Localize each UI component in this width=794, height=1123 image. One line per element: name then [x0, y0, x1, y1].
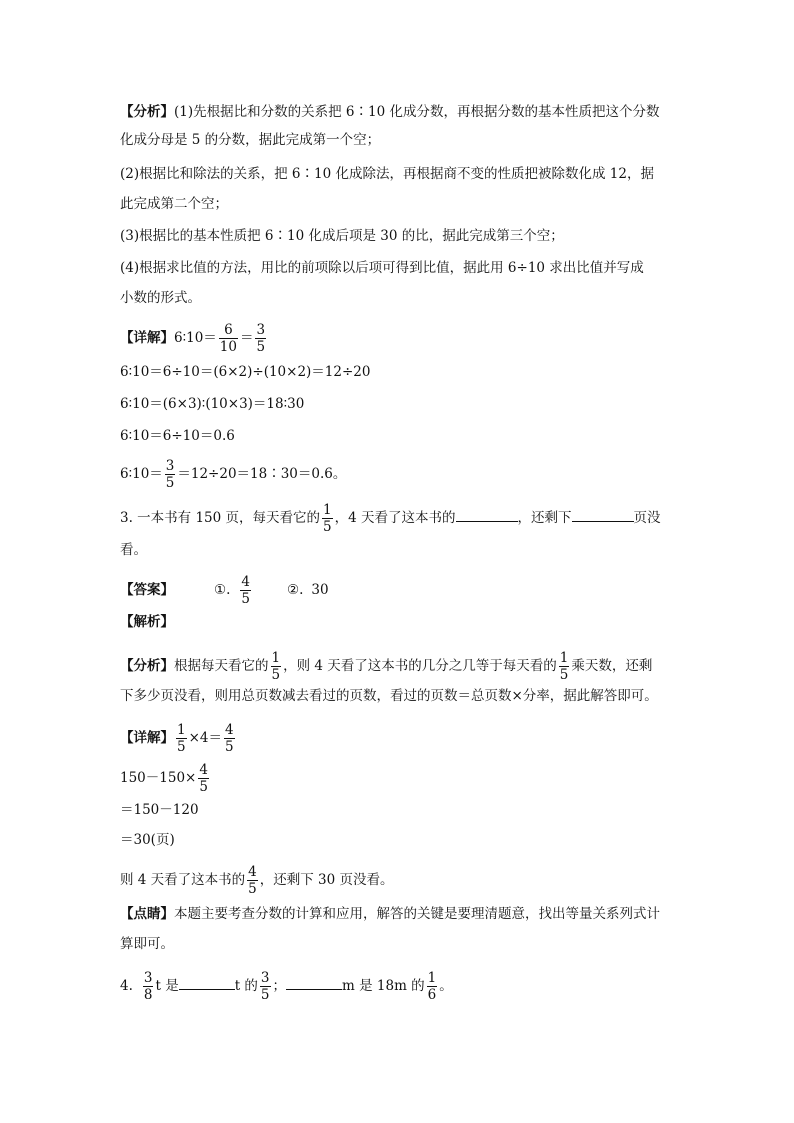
detail-text: ，还剩下 30 页没看。 — [259, 872, 394, 888]
question-text: 页没 — [633, 510, 661, 526]
dianjing-label: 【点睛】 — [120, 906, 174, 922]
fraction: $\frac{4}{5}$ — [225, 722, 234, 755]
analysis-line-2: 化成分母是 5 的分数，据此完成第一个空； — [120, 132, 381, 148]
question-3-line-1 — [120, 502, 661, 535]
fraction: $\frac{1}{6}$ — [427, 970, 437, 1003]
fraction: $\frac{3}{5}$ — [256, 322, 266, 355]
question-text: t 的 — [234, 978, 258, 994]
q3-detail-line-5 — [120, 864, 394, 897]
analysis-line-4: 此完成第二个空； — [120, 196, 228, 212]
fraction: $\frac{1}{5}$ — [559, 650, 569, 683]
q3-detail-line-1 — [120, 722, 237, 755]
analysis-text: 根据每天看它的 — [174, 658, 269, 674]
fraction: $\frac{4}{5}$ — [199, 762, 208, 795]
analysis-label: 【分析】 — [120, 104, 174, 120]
section-label: 【解析】 — [120, 614, 174, 630]
fraction: $\frac{1}{5}$ — [271, 650, 281, 683]
analysis-text: ，则 4 天看了这本书的几分之几等于每天看的 — [283, 658, 557, 674]
detail-text: 则 4 天看了这本书的 — [120, 872, 246, 888]
jiexi-label — [120, 612, 174, 632]
analysis-label: 【分析】 — [120, 658, 174, 674]
detail-text: 150－150× — [120, 770, 197, 786]
answer-line — [120, 574, 329, 607]
detail-label: 【详解】 — [120, 730, 174, 746]
fraction: $\frac{4}{5}$ — [248, 864, 257, 897]
fraction: $\frac{3}{5}$ — [165, 458, 175, 491]
question-text: t 是 — [155, 978, 179, 994]
fraction: $\frac{1}{5}$ — [177, 722, 186, 755]
analysis-line-6: (4)根据求比值的方法，用比的前项除以后项可得到比值，据此用 6÷10 求出比值并写成 — [120, 260, 644, 276]
answer-blank — [456, 507, 518, 522]
detail-label: 【详解】 — [120, 330, 174, 346]
question-text: 。 — [439, 978, 453, 994]
analysis-line-3: (2)根据比和除法的关系，把 6∶10 化成除法，再根据商不变的性质把被除数化成 12，据 — [120, 166, 654, 182]
answer-blank — [179, 975, 235, 990]
dianjing-text: 本题主要考查分数的计算和应用，解答的关键是要理清题意，找出等量关系列式计 — [174, 906, 660, 922]
question-text: ，4 天看了这本书的 — [334, 510, 456, 526]
analysis-text: (1)先根据比和分数的关系把 6∶10 化成分数，再根据分数的基本性质把这个分数 — [174, 104, 660, 120]
fraction: $\frac{3}{8}$ — [143, 970, 153, 1003]
answer-value: 30 — [311, 582, 329, 598]
q3-detail-line-2 — [120, 762, 211, 795]
question-text: 3. 一本书有 150 页，每天看它的 — [120, 510, 321, 526]
detail-line-5 — [120, 458, 346, 491]
q3-dianjing-line-1 — [120, 904, 660, 924]
q3-detail-line-3: ＝150－120 — [120, 802, 199, 818]
equals: ＝ — [239, 330, 254, 346]
analysis-line-1 — [120, 102, 659, 122]
question-4-line — [120, 970, 453, 1003]
detail-line-4: 6∶10＝6÷10＝0.6 — [120, 428, 235, 444]
question-text: ，还剩下 — [517, 510, 572, 526]
fraction: $\frac{1}{5}$ — [323, 502, 332, 535]
detail-text: 6∶10＝ — [120, 466, 163, 482]
detail-line-1 — [120, 322, 268, 355]
question-text: ； — [272, 978, 287, 994]
analysis-line-7: 小数的形式。 — [120, 290, 201, 306]
question-number: 4. — [120, 978, 133, 994]
detail-line-3: 6∶10＝(6×3)∶(10×3)＝18∶30 — [120, 396, 305, 412]
fraction: $\frac{6}{10}$ — [219, 322, 237, 355]
detail-text: 6∶10＝ — [174, 330, 217, 346]
answer-marker: ②. — [287, 582, 304, 598]
fraction: $\frac{3}{5}$ — [260, 970, 270, 1003]
q3-analysis-line-1 — [120, 650, 652, 683]
answer-label: 【答案】 — [120, 582, 174, 598]
detail-line-2: 6∶10＝6÷10＝(6×2)÷(10×2)＝12÷20 — [120, 364, 371, 380]
question-3-line-2: 看。 — [120, 542, 147, 558]
question-text: m 是 18m 的 — [342, 978, 425, 994]
q3-dianjing-line-2: 算即可。 — [120, 936, 174, 952]
analysis-text: 乘天数，还剩 — [571, 658, 653, 674]
detail-text: ＝12÷20＝18∶30＝0.6。 — [177, 466, 347, 482]
answer-blank — [286, 975, 342, 990]
answer-marker: ①. — [214, 582, 231, 598]
q3-detail-line-4: ＝30(页) — [120, 832, 175, 848]
answer-blank — [572, 507, 634, 522]
detail-text: ×4＝ — [188, 730, 222, 746]
q3-analysis-line-2: 下多少页没看，则用总页数减去看过的页数，看过的页数＝总页数×分率，据此解答即可。 — [120, 688, 658, 704]
fraction: $\frac{4}{5}$ — [241, 574, 250, 607]
analysis-line-5: (3)根据比的基本性质把 6∶10 化成后项是 30 的比，据此完成第三个空； — [120, 228, 564, 244]
